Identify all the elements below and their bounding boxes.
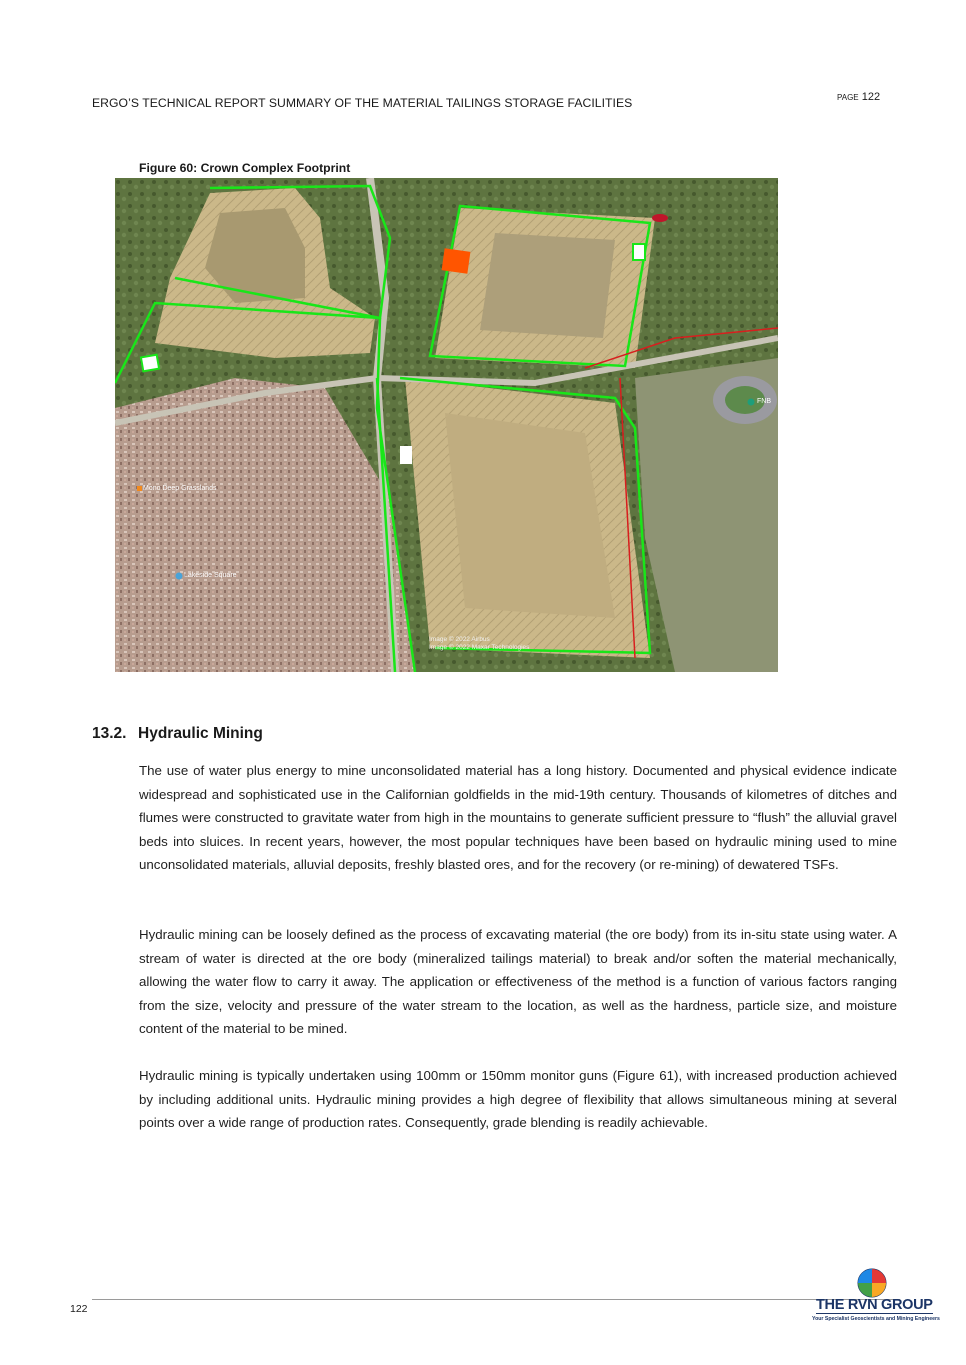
map-label-fnb: FNB [757, 398, 771, 405]
satellite-map-image [115, 178, 778, 672]
rvn-group-logo [812, 1268, 940, 1328]
paragraph-3: Hydraulic mining is typically undertaken using 100mm or 150mm monitor guns (Figure 61), with increased production achieved by including additional units. Hydraulic mining provides a high degree of flexibility that allows simultaneous mining at several points over a wide range of production rates. Consequently, grade blending is readily achievable. [139, 1068, 897, 1130]
map-credit-line-2: Image © 2022 Maxar Technologies [429, 644, 530, 651]
figure-caption: Figure 60: Crown Complex Footprint [139, 161, 351, 175]
logo-tagline: Your Specialist Geoscientists and Mining Engineers [812, 1316, 940, 1322]
logo-name: THE RVN GROUP [816, 1297, 933, 1313]
logo-mark-icon [857, 1268, 887, 1298]
section-number: 13.2. [92, 725, 127, 742]
paragraph-2: Hydraulic mining can be loosely defined as the process of excavating material (the ore body) from its in-situ state using water. A stream of water is directed at the ore body (mineralized tailings material) to break and/or soften the material mechanically, allowing the water flow to carry it away. The application or effectiveness of the method is a function of various factors ranging from the size, velocity and pressure of the water stream to the location, as well as the hardness, particle size, and moisture content of the material to be mined. [139, 927, 897, 1036]
paragraph-1: The use of water plus energy to mine unconsolidated material has a long history. Documented and physical evidence indicate widespread and sophisticated use in the Californian goldfields in the mid-19th century. Thousands of kilometres of ditches and flumes were constructed to gravitate water from high in the mountains to generate sufficient pressure to “flush” the alluvial gravel beds into sluices. In recent years, however, the most popular techniques have been based on hydraulic mining used to mine unconsolidated materials, alluvial deposits, freshly blasted ores, and for the recovery (or re-mining) of dewatered TSFs. [139, 763, 897, 872]
page-number: 122 [861, 91, 881, 103]
map-label-grasslands: Mono Deep Grasslands [143, 485, 217, 492]
header-page-number [837, 91, 880, 103]
footer-divider [92, 1299, 900, 1300]
footer-page-number: 122 [70, 1303, 88, 1315]
map-label-lakeside: Lakeside Square [184, 572, 237, 579]
map-credit-line-1: Image © 2022 Airbus [429, 636, 490, 643]
report-title: ERGO’S TECHNICAL REPORT SUMMARY OF THE MATERIAL TAILINGS STORAGE FACILITIES [92, 96, 633, 110]
section-title: Hydraulic Mining [138, 725, 263, 742]
section-heading [92, 725, 263, 743]
page-prefix: PAGE [837, 93, 859, 102]
